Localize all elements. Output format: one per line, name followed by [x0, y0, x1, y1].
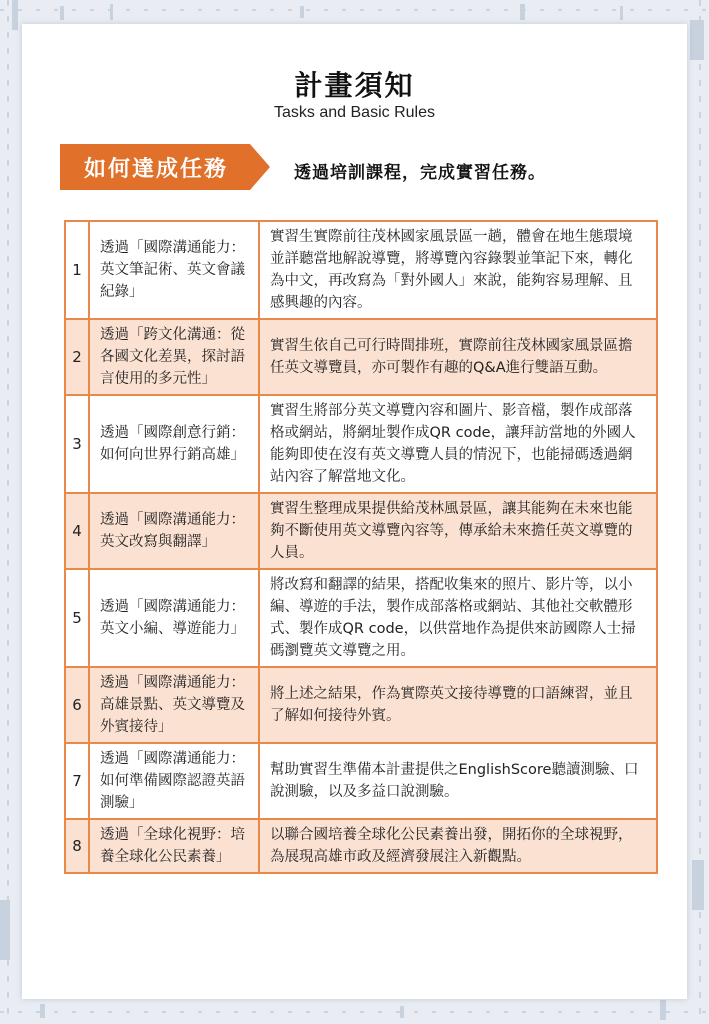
document-page	[22, 24, 687, 999]
row-content: 將改寫和翻譯的結果，搭配收集來的照片、影片等，以小編、導遊的手法，製作成部落格或網站、其他社交軟體形式、製作成QR code，以供當地作為提供來訪國際人士掃碼瀏覽英文導覽之用。	[259, 569, 657, 667]
page-title: 計畫須知	[294, 69, 415, 102]
row-number: 5	[65, 569, 89, 667]
row-content: 幫助實習生準備本計畫提供之EnglishScore聽讀測驗、口說測驗，以及多益口說測驗。	[259, 743, 657, 819]
tasks-table	[64, 220, 658, 874]
row-topic: 透過「國際溝通能力：高雄景點、英文導覽及外賓接待」	[89, 667, 259, 743]
row-topic: 透過「國際溝通能力：英文小編、導遊能力」	[89, 569, 259, 667]
table-row	[65, 493, 657, 569]
row-topic: 透過「國際溝通能力：英文改寫與翻譯」	[89, 493, 259, 569]
row-content: 將上述之結果，作為實際英文接待導覽的口語練習，並且了解如何接待外賓。	[259, 667, 657, 743]
row-number: 2	[65, 319, 89, 395]
row-number: 1	[65, 221, 89, 319]
row-topic: 透過「國際溝通能力：英文筆記術、英文會議紀錄」	[89, 221, 259, 319]
table-row	[65, 743, 657, 819]
row-topic: 透過「國際溝通能力：如何準備國際認證英語測驗」	[89, 743, 259, 819]
row-number: 3	[65, 395, 89, 493]
row-topic: 透過「國際創意行銷：如何向世界行銷高雄」	[89, 395, 259, 493]
page-subtitle: Tasks and Basic Rules	[274, 104, 435, 121]
row-content: 實習生整理成果提供給茂林風景區，讓其能夠在未來也能夠不斷使用英文導覽內容等，傳承給未來擔任英文導覽的人員。	[259, 493, 657, 569]
banner-description: 透過培訓課程，完成實習任務。	[294, 163, 546, 183]
table-row	[65, 569, 657, 667]
table-row	[65, 221, 657, 319]
row-content: 實習生實際前往茂林國家風景區一趟，體會在地生態環境並詳聽當地解說導覽，將導覽內容錄製並筆記下來，轉化為中文，再改寫為「對外國人」來說，能夠容易理解、且感興趣的內容。	[259, 221, 657, 319]
row-number: 7	[65, 743, 89, 819]
row-number: 6	[65, 667, 89, 743]
section-banner	[60, 144, 270, 190]
row-content: 實習生將部分英文導覽內容和圖片、影音檔，製作成部落格或網站，將網址製作成QR code，讓拜訪當地的外國人能夠即使在沒有英文導覽人員的情況下，也能掃碼透過網站內容了解當地文化。	[259, 395, 657, 493]
row-content: 實習生依自己可行時間排班，實際前往茂林國家風景區擔任英文導覽員，亦可製作有趣的Q&A進行雙語互動。	[259, 319, 657, 395]
row-number: 8	[65, 819, 89, 873]
table-row	[65, 319, 657, 395]
row-topic: 透過「全球化視野：培養全球化公民素養」	[89, 819, 259, 873]
row-content: 以聯合國培養全球化公民素養出發，開拓你的全球視野，為展現高雄市政及經濟發展注入新觀點。	[259, 819, 657, 873]
table-row	[65, 667, 657, 743]
table-row	[65, 819, 657, 873]
table-row	[65, 395, 657, 493]
row-topic: 透過「跨文化溝通：從各國文化差異，探討語言使用的多元性」	[89, 319, 259, 395]
banner-label: 如何達成任務	[84, 157, 229, 182]
row-number: 4	[65, 493, 89, 569]
